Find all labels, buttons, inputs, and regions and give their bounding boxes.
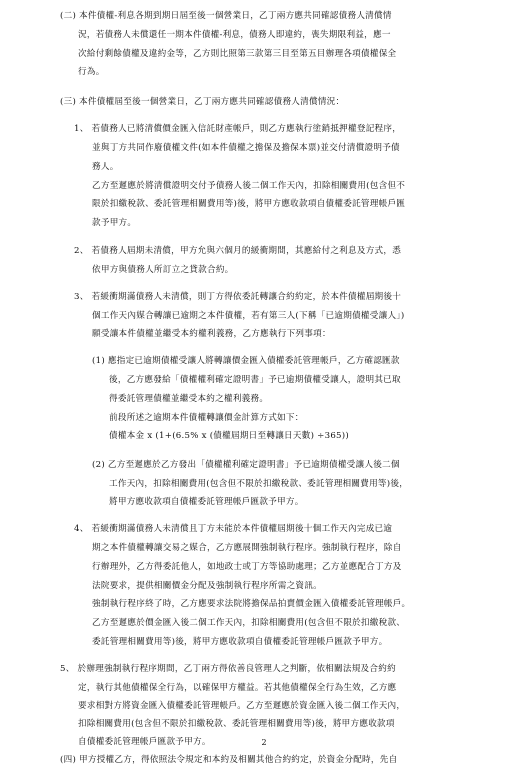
text-line: (四) 甲方授權乙方，得依照法令規定和本約及相關其他合約約定，於資金分配時，先自 — [60, 755, 398, 765]
text-line: 定，執行其他債權保全行為，以確保甲方權益。若其他債權保全行為生效，乙方應 — [78, 683, 397, 693]
text-line: 乙方至遲應於將清償證明交付予債務人後二個工作天內，扣除相關費用(包含但不 — [92, 181, 406, 191]
text-line: 扣除相關費用(包含但不限於扣繳稅款、委託管理相關費用等)後，將甲方應收款項 — [78, 719, 395, 729]
text-line: 前段所述之逾期本件債權轉讓價金計算方式如下： — [109, 413, 304, 423]
text-line: 並與丁方共同作廢債權文件(如本件債權之擔保及擔保本票)並交付清償證明予債 — [92, 143, 400, 153]
text-line: 將甲方應收款項自債權委託管理帳戶匯款予甲方。 — [109, 497, 304, 507]
text-line: 依甲方與債務人所訂立之貸款合約。 — [92, 265, 234, 275]
text-line: 個工作天內媒合轉讓已逾期之本件債權，若有第三人(下稱「已逾期債權受讓人」) — [92, 311, 405, 321]
text-line: 行為。 — [78, 67, 105, 77]
text-line: (1) 應指定已逾期債權受讓人將轉讓價金匯入債權委託管理帳戶，乙方確認匯款 — [92, 356, 400, 366]
text-line: 自債權委託管理帳戶匯款予甲方。 — [78, 737, 211, 747]
section-heading: (三) 本件債權屆至後一個營業日，乙丁兩方應共同確認債務人清償情況： — [60, 97, 345, 107]
text-line: 限於扣繳稅款、委託管理相關費用等)後，將甲方應收款項自債權委託管理帳戶匯 — [92, 199, 406, 209]
text-line: 務人。 — [92, 162, 119, 172]
text-line: 強制執行程序終了時，乙方應要求法院將擔保品拍賣價金匯入債權委託管理帳戶。 — [92, 599, 411, 609]
text-line: 4、 若緩衝期滿債務人未清償且丁方未能於本件債權屆期後十個工作天內完成已逾 — [74, 524, 393, 534]
text-line: 款予甲方。 — [92, 218, 137, 228]
text-line: 1、 若債務人已將清償價金匯入信託財產帳戶，則乙方應執行塗銷抵押權登記程序， — [74, 124, 402, 134]
text-line: 乙方至遲應於價金匯入後二個工作天內，扣除相關費用(包含但不限於扣繳稅款、 — [92, 618, 406, 628]
text-line: 次給付剩餘債權及違約金等，乙方則比照第三款第三目至第五目辦理各項債權保全 — [78, 49, 397, 59]
text-line: 願受讓本件債權並繼受本約權利義務，乙方應執行下列事項： — [92, 329, 331, 339]
text-line: 2、 若債務人屆期未清償，甲方允與六個月的緩衝期間，其應給付之利息及方式，悉 — [74, 246, 402, 256]
text-line: 況，若債務人未償還任一期本件債權-利息，債務人即違約，喪失期限利益，應一 — [78, 30, 391, 40]
text-line: 期之本件債權轉讓交易之媒合，乙方應展開強制執行程序。強制執行程序，除自 — [92, 543, 402, 553]
text-line: 後，乙方應發給「債權權利確定證明書」予已逾期債權受讓人，證明其已取 — [109, 375, 401, 385]
formula-line: 債權本金 x (1+(6.5% x (債權屆期日至轉讓日天數) ÷365)) — [109, 431, 349, 441]
page-number: 2 — [261, 738, 267, 747]
text-line: 行辦理外，乙方得委託他人，如地政士或丁方等協助處理；乙方並應配合丁方及 — [92, 562, 402, 572]
text-line: 要求相對方將資金匯入債權委託管理帳戶。乙方至遲應於資金匯入後二個工作天內， — [78, 701, 406, 711]
text-line: (2) 乙方至遲應於乙方發出「債權權利確定證明書」予已逾期債權受讓人後二個 — [92, 460, 400, 470]
text-line: 法院要求，提供相關價金分配及強制執行程序所需之資訊。 — [92, 581, 322, 591]
text-line: 委託管理相關費用等)後，將甲方應收款項自債權委託管理帳戶匯款予甲方。 — [92, 637, 388, 647]
text-line: 3、 若緩衝期滿債務人未清償，則丁方得依委託轉讓合約約定，於本件債權屆期後十 — [74, 292, 402, 302]
text-line: 得委託管理債權並繼受本約之權利義務。 — [109, 394, 269, 404]
text-line: (二) 本件債權-利息各期到期日屆至後一個營業日，乙丁兩方應共同確認債務人清償情 — [60, 11, 392, 21]
text-line: 工作天內，扣除相關費用(包含但不限於扣繳稅款、委託管理相關費用等)後， — [109, 479, 409, 489]
text-line: 5、 於辦理強制執行程序期間，乙丁兩方得依善良管理人之判斷，依相關法規及合約約 — [60, 664, 396, 674]
